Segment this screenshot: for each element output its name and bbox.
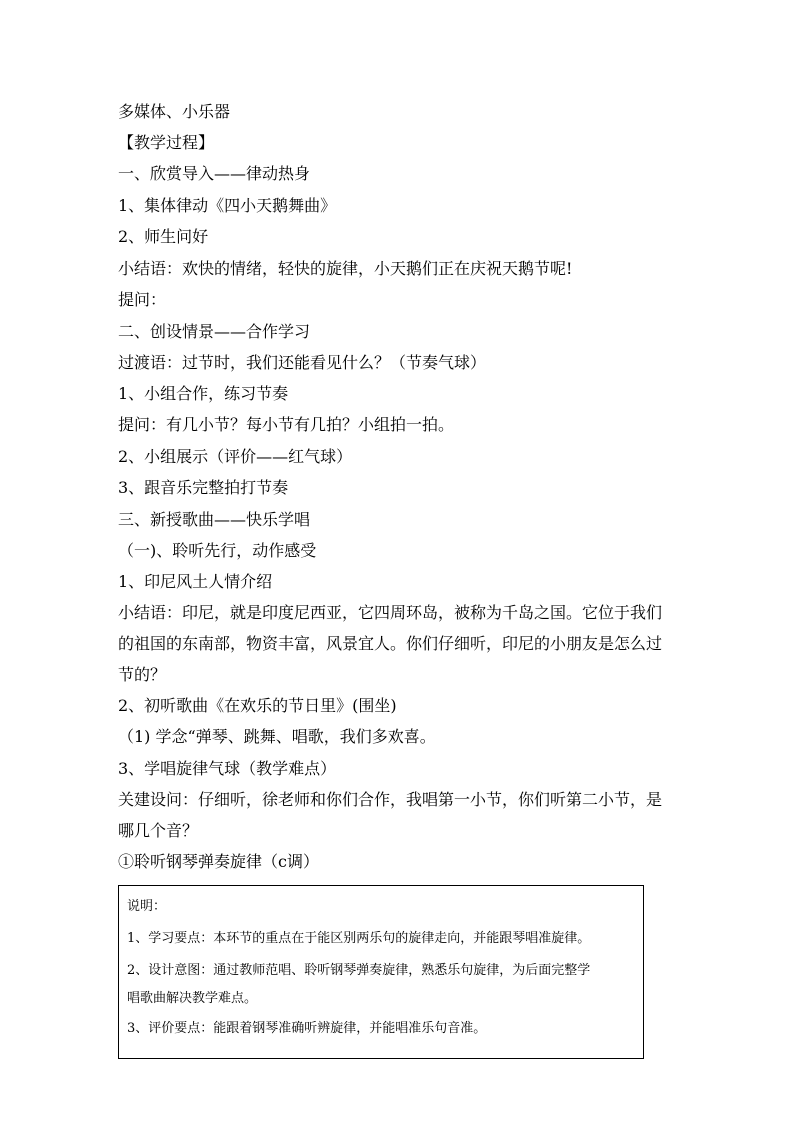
note-item: 3、评价要点：能跟着钢琴准确听辨旋律，并能唱准乐句音准。 bbox=[127, 1021, 487, 1036]
body-line: （1) 学念“弹琴、跳舞、唱歌，我们多欢喜。 bbox=[118, 727, 436, 746]
body-line: 节的？ bbox=[118, 665, 167, 684]
body-line: ①聆听钢琴弹奏旋律（c调） bbox=[118, 852, 319, 871]
note-item: 2、设计意图：通过教师范唱、聆听钢琴弹奏旋律，熟悉乐句旋律，为后面完整学 bbox=[127, 963, 591, 978]
materials-line: 多媒体、小乐器 bbox=[118, 102, 231, 121]
body-line: 小结语：印尼，就是印度尼西亚，它四周环岛，被称为千岛之国。它位于我们 bbox=[118, 603, 663, 622]
body-line: 1、小组合作，练习节奏 bbox=[118, 384, 289, 403]
body-line: （一)、聆听先行，动作感受 bbox=[118, 541, 317, 560]
body-line: 3、跟音乐完整拍打节奏 bbox=[118, 478, 289, 497]
part-one-heading: 一、欣赏导入——律动热身 bbox=[118, 164, 311, 183]
body-line: 小结语：欢快的情绪，轻快的旋律，小天鹅们正在庆祝天鹅节呢! bbox=[118, 259, 573, 278]
body-line: 的祖国的东南部，物资丰富，风景宜人。你们仔细听，印尼的小朋友是怎么过 bbox=[118, 634, 663, 653]
body-line: 2、小组展示（评价——红气球） bbox=[118, 447, 353, 466]
body-line: 过渡语：过节时，我们还能看见什么？（节奏气球） bbox=[118, 353, 487, 372]
note-box bbox=[118, 885, 644, 1059]
part-three-heading: 三、新授歌曲——快乐学唱 bbox=[118, 510, 311, 529]
note-item: 1、学习要点：本环节的重点在于能区别两乐句的旋律走向，并能跟琴唱准旋律。 bbox=[127, 931, 591, 946]
body-line: 1、印尼风土人情介绍 bbox=[118, 572, 273, 591]
body-line: 关建设问：仔细听，徐老师和你们合作，我唱第一小节，你们听第二小节，是 bbox=[118, 790, 663, 809]
part-two-heading: 二、创设情景——合作学习 bbox=[118, 322, 311, 341]
body-line: 提问： bbox=[118, 290, 167, 309]
body-line: 哪几个音？ bbox=[118, 821, 199, 840]
note-item: 唱歌曲解决教学难点。 bbox=[127, 991, 258, 1006]
body-line: 3、学唱旋律气球（教学难点） bbox=[118, 759, 337, 778]
section-heading-teaching-process: 【教学过程】 bbox=[118, 133, 215, 152]
body-line: 2、初听歌曲《在欢乐的节日里》(围坐) bbox=[118, 696, 397, 715]
note-title: 说明： bbox=[127, 899, 167, 914]
body-line: 1、集体律动《四小天鹅舞曲》 bbox=[118, 196, 337, 215]
body-line: 2、师生问好 bbox=[118, 227, 209, 246]
body-line: 提问：有几小节？每小节有几拍？小组拍一拍。 bbox=[118, 415, 455, 434]
